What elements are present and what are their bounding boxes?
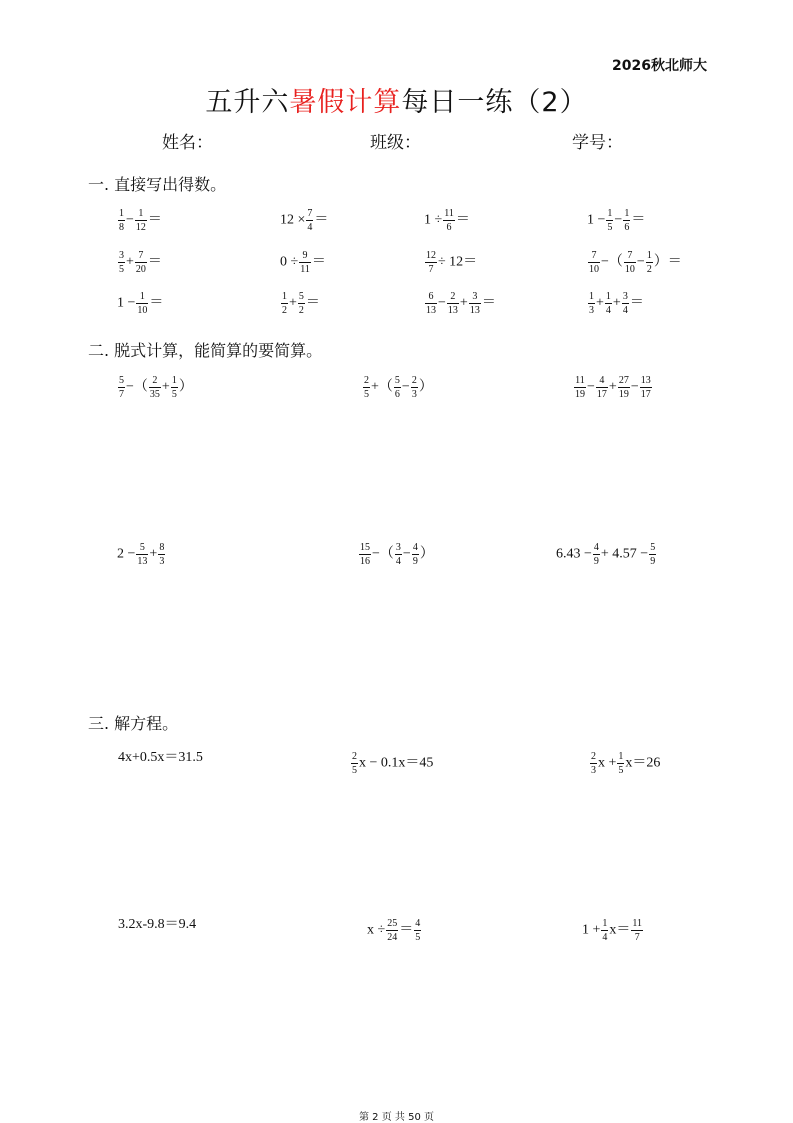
numerator: 1	[589, 291, 594, 302]
numerator: 4	[596, 375, 608, 388]
denominator: 12	[135, 222, 146, 233]
denominator: 24	[387, 932, 398, 943]
denominator: 5	[618, 765, 624, 776]
oral-problem	[587, 208, 645, 233]
fraction	[359, 542, 371, 567]
fraction	[118, 250, 125, 275]
numerator: 1	[607, 208, 613, 219]
expression-text: −	[614, 212, 623, 228]
denominator: 4	[622, 305, 628, 316]
expression-text: −（	[601, 254, 623, 270]
page-title	[0, 80, 793, 119]
expression-text: +	[149, 546, 158, 562]
calc-problem	[556, 542, 657, 567]
fraction	[574, 375, 586, 400]
denominator: 9	[650, 556, 656, 567]
calc-problem	[117, 542, 166, 567]
expression-text: x＝	[609, 922, 631, 938]
expression-text: x − 0.1x＝45	[359, 755, 434, 771]
denominator: 20	[135, 264, 146, 275]
expression-text: +（	[371, 379, 393, 395]
denominator: 2	[298, 305, 304, 316]
expression-text: −	[401, 379, 410, 395]
numerator: 27	[618, 375, 629, 386]
fraction	[649, 542, 656, 567]
denominator: 10	[137, 305, 148, 316]
expression-text: −	[438, 295, 446, 311]
numerator: 5	[119, 375, 124, 386]
numerator: 1	[171, 375, 177, 386]
numerator: 12	[426, 250, 436, 261]
numerator: 4	[593, 542, 599, 553]
numerator: 5	[394, 375, 400, 386]
denominator: 3	[159, 556, 165, 567]
numerator: 4	[412, 542, 418, 553]
denominator: 13	[426, 305, 436, 316]
numerator: 2	[411, 375, 417, 386]
denominator: 10	[589, 264, 599, 275]
denominator: 5	[119, 264, 124, 275]
numerator: 1	[282, 291, 287, 302]
numerator: 2	[352, 751, 357, 762]
fraction	[425, 250, 437, 275]
expression-text: ＝	[147, 254, 162, 270]
fraction	[631, 918, 643, 943]
oral-problem	[280, 291, 320, 316]
oral-problem	[424, 208, 470, 233]
expression-text: ＝	[631, 212, 646, 228]
fraction	[617, 751, 624, 776]
numerator: 3	[622, 291, 628, 302]
expression-text: ＝	[147, 212, 162, 228]
denominator: 9	[593, 556, 599, 567]
fraction	[414, 918, 421, 943]
fraction	[299, 250, 311, 275]
fraction	[386, 918, 398, 943]
denominator: 9	[412, 556, 418, 567]
expression-text: +	[161, 379, 170, 395]
fraction	[588, 250, 600, 275]
fraction	[281, 291, 288, 316]
expression-text: ＝	[311, 254, 326, 270]
denominator: 13	[469, 305, 480, 316]
denominator: 13	[137, 556, 148, 567]
equation	[589, 751, 660, 776]
denominator: 16	[360, 556, 370, 567]
expression-text: ＝	[314, 212, 329, 228]
numerator: 2	[591, 751, 596, 762]
numerator: 11	[575, 375, 585, 386]
denominator: 5	[607, 222, 613, 233]
fraction	[351, 751, 358, 776]
denominator: 6	[446, 222, 452, 233]
numerator: 3	[395, 542, 401, 553]
fraction	[136, 291, 148, 316]
fraction	[135, 208, 147, 233]
numerator: 6	[425, 291, 437, 304]
numerator: 7	[135, 250, 147, 263]
expression-text: −	[402, 546, 411, 562]
denominator: 5	[352, 765, 357, 776]
calc-problem	[358, 542, 434, 567]
expression-text: 1 −	[117, 295, 136, 311]
fraction	[363, 375, 370, 400]
fraction	[618, 375, 630, 400]
expression-text: x +	[598, 755, 617, 771]
expression-text: ）＝	[653, 254, 682, 270]
expression-text: ＝	[149, 295, 164, 311]
numerator: 1	[602, 918, 608, 929]
denominator: 5	[171, 389, 177, 400]
equation	[350, 751, 433, 776]
oral-problem	[280, 250, 326, 275]
oral-problem	[117, 291, 163, 316]
denominator: 4	[395, 556, 401, 567]
equation	[118, 918, 196, 932]
calc-problem	[573, 375, 653, 400]
title-highlight: 暑假计算	[289, 87, 402, 118]
expression-text: ＝	[481, 295, 496, 311]
expression-text: −	[636, 254, 645, 270]
oral-problem	[587, 250, 682, 275]
fraction	[605, 291, 612, 316]
denominator: 17	[596, 389, 607, 400]
expression-text: +	[596, 295, 604, 311]
fraction	[606, 208, 613, 233]
fraction	[171, 375, 178, 400]
denominator: 7	[634, 932, 640, 943]
expression-text: ＝	[305, 295, 320, 311]
student-number-label: 学号：	[572, 133, 623, 153]
fraction	[118, 375, 125, 400]
section-3-title: 三. 解方程。	[88, 714, 179, 733]
equation	[582, 918, 644, 943]
fraction	[593, 542, 600, 567]
fraction	[136, 542, 148, 567]
denominator: 8	[119, 222, 124, 233]
fraction	[149, 375, 161, 400]
expression-text: 3.2x-9.8＝9.4	[118, 917, 197, 932]
fraction	[412, 542, 419, 567]
calc-problem	[362, 375, 433, 400]
expression-text: + 4.57 −	[600, 546, 649, 562]
fraction	[443, 208, 455, 233]
numerator: 9	[299, 250, 311, 263]
denominator: 13	[447, 305, 458, 316]
numerator: 2	[149, 375, 161, 388]
expression-text: +	[459, 295, 468, 311]
expression-text: 1 +	[582, 922, 601, 938]
expression-text: 2 −	[117, 546, 136, 562]
oral-problem	[424, 291, 496, 316]
title-part-1: 五升六	[205, 87, 290, 118]
numerator: 3	[119, 250, 124, 261]
numerator: 11	[632, 918, 643, 929]
expression-text: ＝	[455, 212, 470, 228]
numerator: 1	[136, 291, 148, 304]
denominator: 5	[415, 932, 421, 943]
denominator: 19	[575, 389, 585, 400]
equation	[367, 918, 422, 943]
fraction	[596, 375, 608, 400]
expression-text: ）	[418, 379, 433, 395]
expression-text: 1 −	[587, 212, 606, 228]
fraction	[646, 250, 653, 275]
denominator: 11	[300, 264, 310, 275]
fraction	[158, 542, 165, 567]
expression-text: +	[289, 295, 297, 311]
fraction	[623, 208, 630, 233]
fraction	[447, 291, 459, 316]
page-footer: 第 2 页 共 50 页	[359, 1112, 434, 1123]
numerator: 25	[387, 918, 398, 929]
title-part-3: 每日一练（2）	[401, 87, 588, 118]
grade-tag: 2026秋北师大	[612, 58, 707, 74]
calc-problem	[117, 375, 193, 400]
numerator: 3	[469, 291, 481, 304]
denominator: 2	[282, 305, 287, 316]
expression-text: x ÷	[367, 922, 386, 938]
expression-text: x＝26	[625, 755, 661, 771]
numerator: 1	[646, 250, 652, 261]
expression-text: ÷ 12＝	[438, 254, 478, 270]
denominator: 5	[364, 389, 369, 400]
section-2-title: 二. 脱式计算，能简算的要简算。	[88, 341, 323, 360]
oral-problem	[587, 291, 644, 316]
expression-text: +	[608, 379, 617, 395]
oral-problem	[117, 208, 162, 233]
denominator: 6	[624, 222, 630, 233]
expression-text: 6.43 −	[556, 546, 592, 562]
expression-text: ＝	[629, 295, 644, 311]
fraction	[590, 751, 597, 776]
expression-text: +	[612, 295, 621, 311]
numerator: 5	[298, 291, 304, 302]
denominator: 6	[394, 389, 400, 400]
numerator: 15	[360, 542, 370, 553]
numerator: 1	[605, 291, 611, 302]
fraction	[588, 291, 595, 316]
expression-text: 0 ÷	[280, 254, 299, 270]
fraction	[469, 291, 481, 316]
class-label: 班级：	[370, 133, 421, 153]
fraction	[306, 208, 313, 233]
numerator: 4	[415, 918, 421, 929]
expression-text: ）	[178, 379, 193, 395]
fraction	[601, 918, 608, 943]
expression-text: −	[587, 379, 595, 395]
expression-text: −	[126, 212, 134, 228]
expression-text: 12 ×	[280, 212, 306, 228]
fraction	[640, 375, 652, 400]
numerator: 7	[624, 250, 636, 263]
numerator: 2	[447, 291, 459, 304]
numerator: 1	[119, 208, 124, 219]
fraction	[118, 208, 125, 233]
denominator: 7	[119, 389, 124, 400]
numerator: 5	[650, 542, 656, 553]
denominator: 35	[149, 389, 160, 400]
denominator: 17	[640, 389, 651, 400]
section-1-title: 一. 直接写出得数。	[88, 175, 227, 194]
fraction	[411, 375, 418, 400]
denominator: 19	[618, 389, 629, 400]
denominator: 2	[646, 264, 652, 275]
denominator: 4	[602, 932, 608, 943]
expression-text: ）	[419, 546, 434, 562]
expression-text: −（	[372, 546, 394, 562]
fraction	[135, 250, 147, 275]
numerator: 8	[159, 542, 165, 553]
expression-text: 4x+0.5x＝31.5	[118, 750, 203, 765]
expression-text: 1 ÷	[424, 212, 443, 228]
denominator: 4	[307, 222, 313, 233]
numerator: 1	[618, 751, 624, 762]
expression-text: ＝	[399, 922, 414, 938]
denominator: 3	[589, 305, 594, 316]
expression-text: −（	[126, 379, 148, 395]
denominator: 7	[428, 264, 434, 275]
oral-problem	[117, 250, 162, 275]
numerator: 11	[444, 208, 454, 219]
fraction	[624, 250, 636, 275]
fraction	[425, 291, 437, 316]
fraction	[298, 291, 305, 316]
numerator: 7	[588, 250, 600, 263]
numerator: 5	[136, 542, 148, 555]
name-label: 姓名：	[162, 133, 213, 153]
oral-problem	[424, 250, 477, 275]
fraction	[394, 375, 401, 400]
fraction	[395, 542, 402, 567]
denominator: 3	[591, 765, 596, 776]
numerator: 13	[640, 375, 651, 386]
numerator: 1	[135, 208, 147, 221]
denominator: 10	[624, 264, 635, 275]
expression-text: −	[630, 379, 639, 395]
numerator: 1	[624, 208, 630, 219]
expression-text: +	[126, 254, 134, 270]
denominator: 3	[411, 389, 417, 400]
equation	[118, 751, 203, 765]
fraction	[622, 291, 629, 316]
oral-problem	[280, 208, 328, 233]
numerator: 7	[307, 208, 313, 219]
denominator: 4	[605, 305, 611, 316]
numerator: 2	[364, 375, 369, 386]
